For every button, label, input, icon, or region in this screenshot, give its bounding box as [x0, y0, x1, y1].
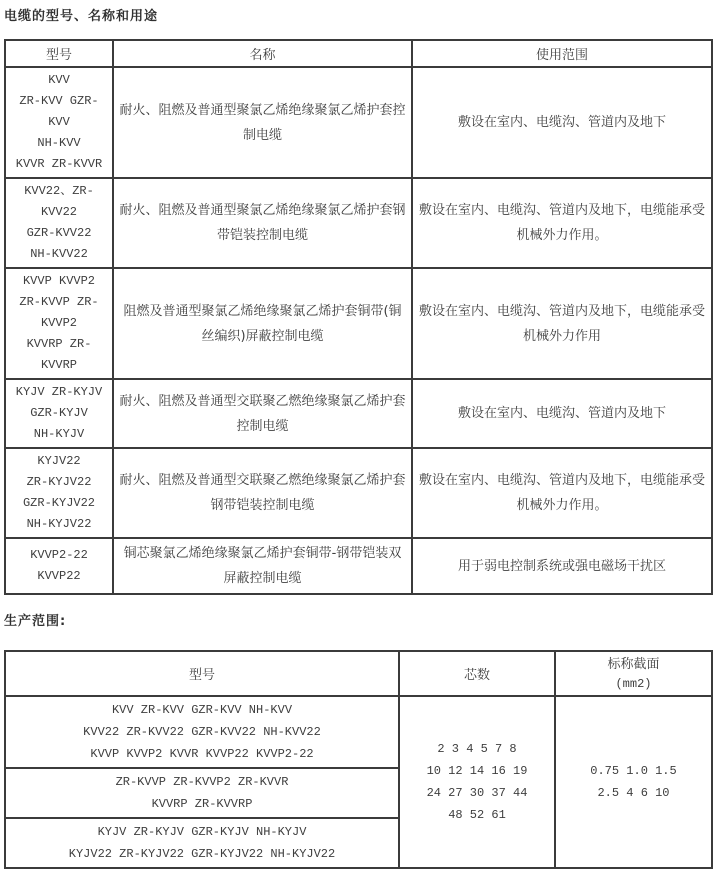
- section-header-line2: (mm2): [615, 676, 652, 691]
- cable-model-line: KVV22、ZR-KVV22: [24, 184, 94, 219]
- cable-model-line: KVVP22: [37, 569, 81, 583]
- model-group-cell: [5, 696, 399, 768]
- model-group-line: KYJV22 ZR-KYJV22 GZR-KYJV22 NH-KYJV22: [68, 847, 336, 861]
- core-count-line: 10 12 14 16 19: [426, 764, 528, 778]
- table-header-row: [5, 651, 712, 696]
- cross-section-line: 2.5 4 6 10: [597, 786, 670, 800]
- cable-usage-cell: 敷设在室内、电缆沟、管道内及地下，电缆能承受机械外力作用。: [412, 448, 712, 538]
- model-group-line: KVV22 ZR-KVV22 GZR-KVV22 NH-KVV22: [83, 725, 321, 739]
- section-title-production-range: 生产范围:: [4, 614, 67, 629]
- cable-usage-cell: 敷设在室内、电缆沟、管道内及地下，电缆能承受机械外力作用。: [412, 178, 712, 268]
- page-title: 电缆的型号、名称和用途: [4, 9, 159, 24]
- core-count-line: 48 52 61: [448, 808, 506, 822]
- model-group-line: KVVRP ZR-KVVRP: [151, 797, 253, 811]
- column-header-usage: 使用范围: [412, 40, 712, 67]
- cable-name-cell: 阻燃及普通型聚氯乙烯绝缘聚氯乙烯护套铜带(铜丝编织)屏蔽控制电缆: [113, 268, 412, 379]
- core-counts-cell: [399, 696, 555, 868]
- table-row: [5, 268, 712, 379]
- cable-model-line: KYJV22: [37, 454, 81, 468]
- core-count-line: 2 3 4 5 7 8: [437, 742, 517, 756]
- column-header-cores: 芯数: [399, 651, 555, 696]
- cable-model-line: NH-KYJV22: [26, 517, 92, 531]
- cable-model-line: NH-KVV: [37, 136, 81, 150]
- cable-model-cell: [5, 178, 113, 268]
- column-header-name: 名称: [113, 40, 412, 67]
- cable-model-line: ZR-KVV GZR-KVV: [19, 94, 99, 129]
- table-row: [5, 379, 712, 448]
- cross-section-line: 0.75 1.0 1.5: [590, 764, 677, 778]
- cross-sections-cell: [555, 696, 712, 868]
- cable-model-line: ZR-KVVP ZR-KVVP2: [19, 295, 99, 330]
- model-group-cell: [5, 768, 399, 818]
- cable-model-cell: [5, 448, 113, 538]
- cable-model-line: KVVP2-22: [30, 548, 88, 562]
- cable-model-cell: [5, 67, 113, 178]
- column-header-model: 型号: [5, 40, 113, 67]
- cable-model-line: GZR-KYJV22: [22, 496, 95, 510]
- core-count-line: 24 27 30 37 44: [426, 786, 528, 800]
- cable-name-cell: 耐火、阻燃及普通型交联聚乙燃绝缘聚氯乙烯护套钢带铠装控制电缆: [113, 448, 412, 538]
- cable-usage-cell: 敷设在室内、电缆沟、管道内及地下，电缆能承受机械外力作用: [412, 268, 712, 379]
- cable-model-cell: [5, 268, 113, 379]
- table-row: [5, 538, 712, 594]
- model-group-line: KVVP KVVP2 KVVR KVVP22 KVVP2-22: [90, 747, 314, 761]
- model-group-cell: [5, 818, 399, 868]
- cable-name-cell: 铜芯聚氯乙烯绝缘聚氯乙烯护套铜带-钢带铠装双屏蔽控制电缆: [113, 538, 412, 594]
- cable-model-line: KVV: [48, 73, 70, 87]
- cable-name-cell: 耐火、阻燃及普通型聚氯乙烯绝缘聚氯乙烯护套钢带铠装控制电缆: [113, 178, 412, 268]
- cable-usage-cell: 敷设在室内、电缆沟、管道内及地下: [412, 67, 712, 178]
- model-group-line: KYJV ZR-KYJV GZR-KYJV NH-KYJV: [97, 825, 307, 839]
- cable-model-cell: [5, 379, 113, 448]
- table-row: [5, 178, 712, 268]
- cable-usage-cell: 敷设在室内、电缆沟、管道内及地下: [412, 379, 712, 448]
- cable-model-cell: [5, 538, 113, 594]
- table-row: [5, 696, 712, 768]
- cable-model-line: KVVR ZR-KVVR: [15, 157, 103, 171]
- table-row: [5, 448, 712, 538]
- cable-model-line: KVVRP ZR-KVVRP: [26, 337, 92, 372]
- cable-model-line: NH-KVV22: [30, 247, 88, 261]
- cable-name-cell: 耐火、阻燃及普通型交联聚乙燃绝缘聚氯乙烯护套控制电缆: [113, 379, 412, 448]
- table-row: [5, 67, 712, 178]
- cable-model-line: KYJV ZR-KYJV: [15, 385, 103, 399]
- section-header-line1: 标称截面: [607, 656, 660, 672]
- cable-model-line: KVVP KVVP2: [22, 274, 95, 288]
- cable-name-cell: 耐火、阻燃及普通型聚氯乙烯绝缘聚氯乙烯护套控制电缆: [113, 67, 412, 178]
- table-header-row: [5, 40, 712, 67]
- model-group-line: KVV ZR-KVV GZR-KVV NH-KVV: [111, 703, 293, 717]
- model-group-line: ZR-KVVP ZR-KVVP2 ZR-KVVR: [115, 775, 289, 789]
- column-header-section: [555, 651, 712, 696]
- cable-model-line: ZR-KYJV22: [26, 475, 92, 489]
- cable-types-table: [4, 39, 713, 595]
- cable-model-line: NH-KYJV: [33, 427, 85, 441]
- cable-model-line: GZR-KYJV: [30, 406, 88, 420]
- column-header-model: 型号: [5, 651, 399, 696]
- production-range-table: [4, 650, 713, 869]
- cable-model-line: GZR-KVV22: [26, 226, 92, 240]
- cable-usage-cell: 用于弱电控制系统或强电磁场干扰区: [412, 538, 712, 594]
